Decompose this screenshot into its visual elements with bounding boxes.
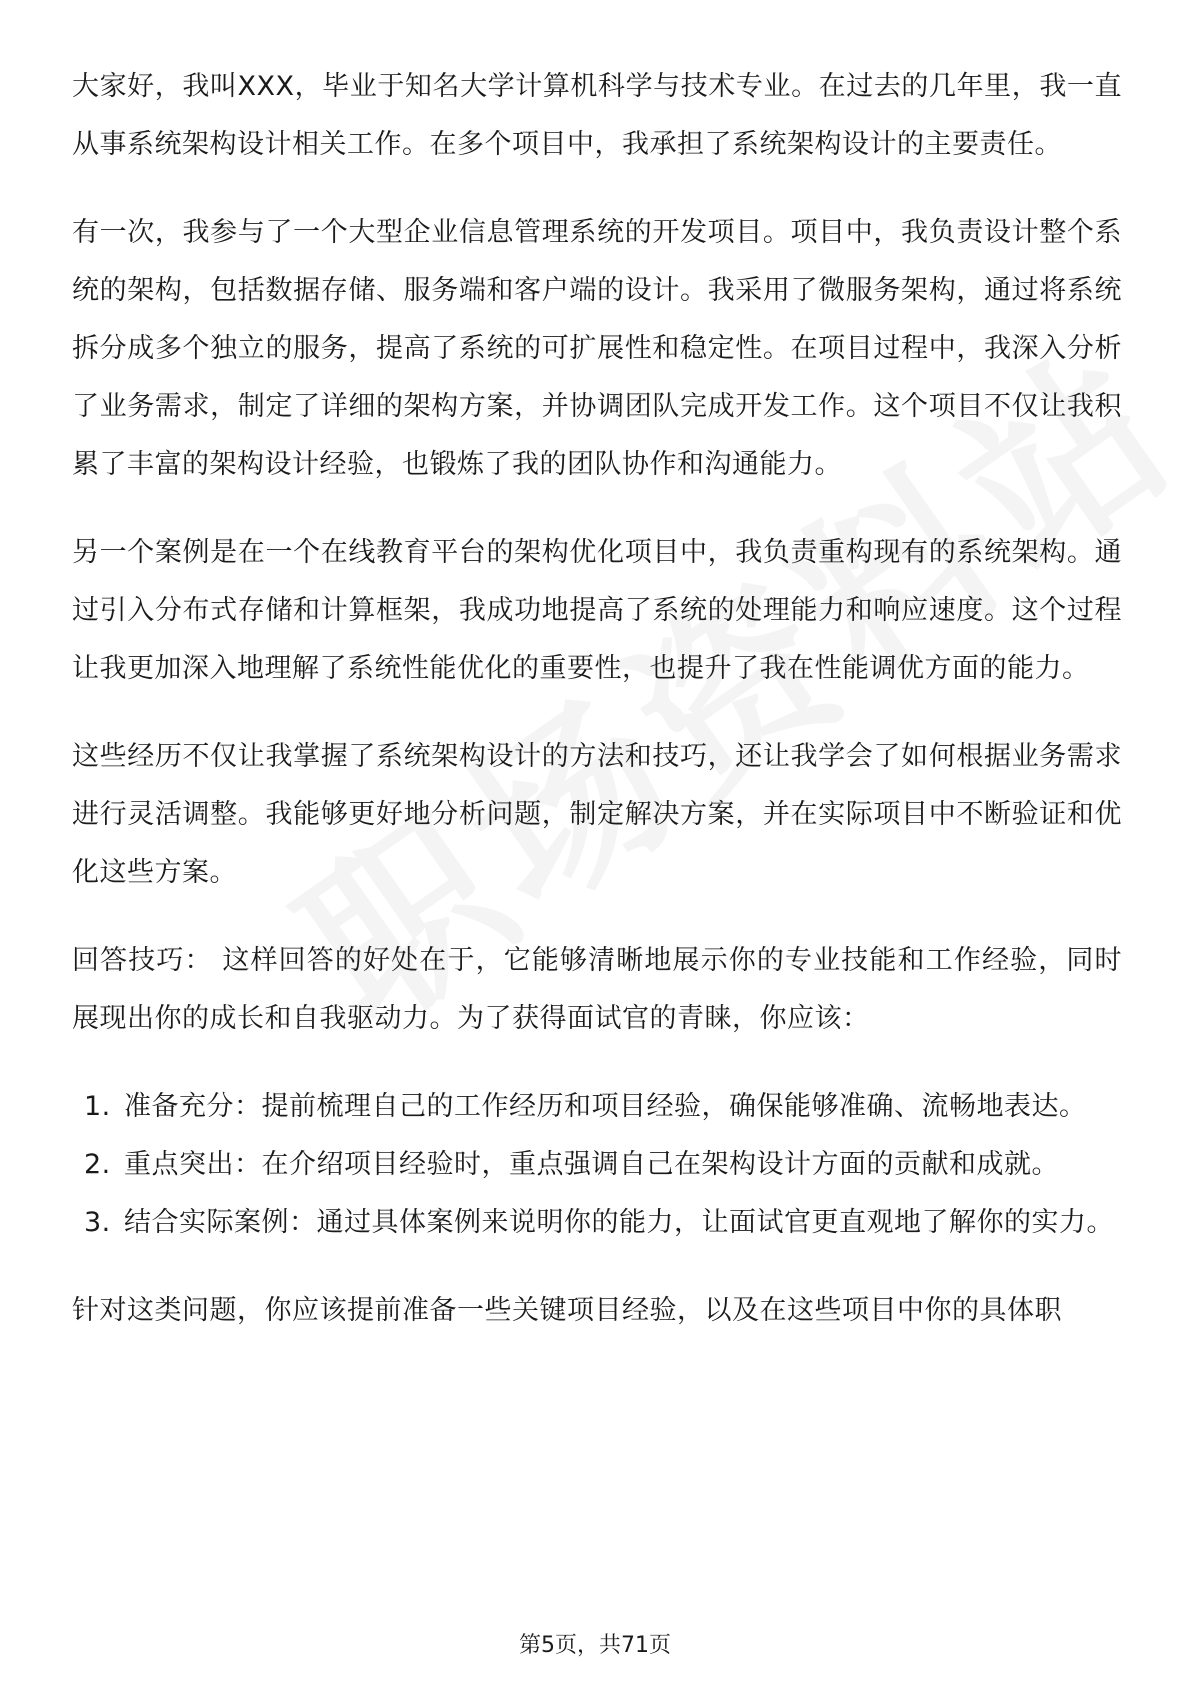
- list-item-text: 准备充分：提前梳理自己的工作经历和项目经验，确保能够准确、流畅地表达。: [124, 1091, 1087, 1122]
- list-item: [72, 1078, 1122, 1136]
- paragraph-closing: 针对这类问题，你应该提前准备一些关键项目经验，以及在这些项目中你的具体职: [72, 1295, 1062, 1326]
- paragraph-intro: 大家好，我叫XXX，毕业于知名大学计算机科学与技术专业。在过去的几年里，我一直从事系统架构设计相关工作。在多个项目中，我承担了系统架构设计的主要责任。: [72, 71, 1122, 160]
- list-item-text: 结合实际案例：通过具体案例来说明你的能力，让面试官更直观地了解你的实力。: [124, 1207, 1114, 1238]
- paragraph-tips-intro: 回答技巧： 这样回答的好处在于，它能够清晰地展示你的专业技能和工作经验，同时展现出你的成长和自我驱动力。为了获得面试官的青睐，你应该：: [72, 945, 1122, 1034]
- list-item-number: 1.: [84, 1091, 111, 1122]
- list-item: [72, 1136, 1122, 1194]
- page-number-footer: 第5页，共71页: [519, 1633, 671, 1658]
- document-body: [72, 58, 1122, 1370]
- list-item-text: 重点突出：在介绍项目经验时，重点强调自己在架构设计方面的贡献和成就。: [124, 1149, 1059, 1180]
- list-item-number: 2.: [84, 1149, 111, 1180]
- list-item: [72, 1194, 1122, 1252]
- paragraph-case-2: 另一个案例是在一个在线教育平台的架构优化项目中，我负责重构现有的系统架构。通过引入分布式存储和计算框架，我成功地提高了系统的处理能力和响应速度。这个过程让我更加深入地理解了系统性能优化的重要性，也提升了我在性能调优方面的能力。: [72, 537, 1122, 684]
- list-item-number: 3.: [84, 1207, 111, 1238]
- paragraph-case-1: 有一次，我参与了一个大型企业信息管理系统的开发项目。项目中，我负责设计整个系统的架构，包括数据存储、服务端和客户端的设计。我采用了微服务架构，通过将系统拆分成多个独立的服务，提高了系统的可扩展性和稳定性。在项目过程中，我深入分析了业务需求，制定了详细的架构方案，并协调团队完成开发工作。这个项目不仅让我积累了丰富的架构设计经验，也锻炼了我的团队协作和沟通能力。: [72, 217, 1122, 480]
- paragraph-summary: 这些经历不仅让我掌握了系统架构设计的方法和技巧，还让我学会了如何根据业务需求进行灵活调整。我能够更好地分析问题，制定解决方案，并在实际项目中不断验证和优化这些方案。: [72, 741, 1122, 888]
- tips-list: [72, 1078, 1122, 1252]
